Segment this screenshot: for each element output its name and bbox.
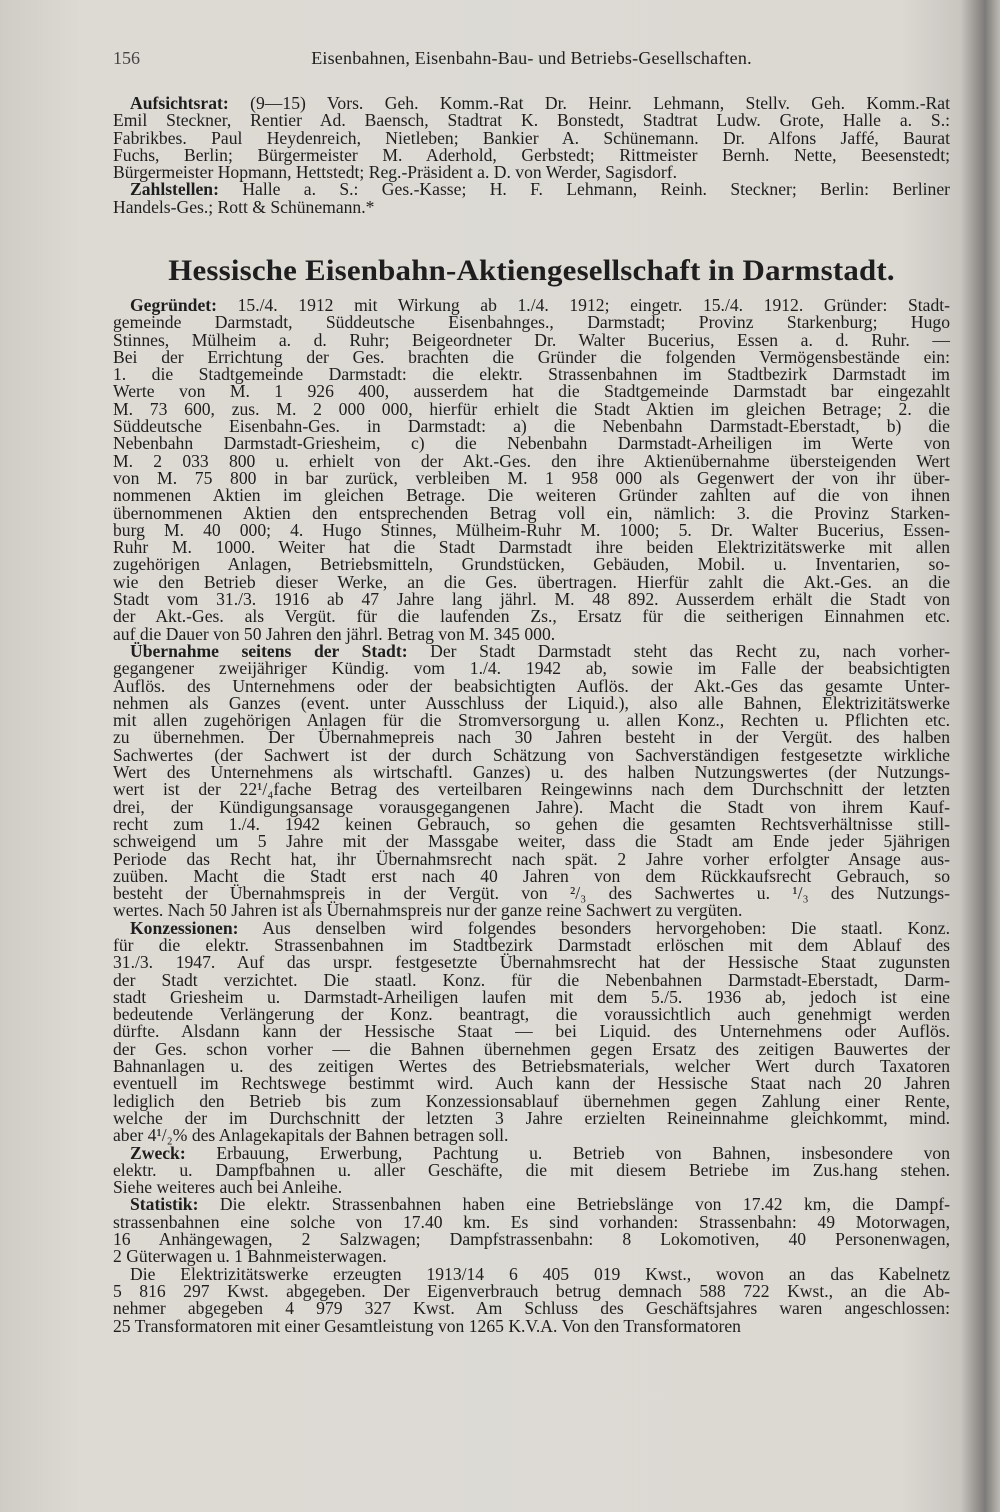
board-section: [113, 95, 950, 216]
line-text: für die elektr. Strassenbahnen im Stadtbezirk Darmstadt erlöschen mit dem Ablauf des: [113, 934, 950, 955]
paragraph-zahlstellen: [113, 181, 950, 216]
line-text: Der Stadt Darmstadt steht das Recht zu, nach vorher-: [407, 640, 950, 661]
line-text: recht zum 1./4. 1942 keinen Gebrauch, so gehen die gesamten Rechtsverhältnisse still-: [113, 813, 950, 834]
line-text: gegangener zweijähriger Kündig. vom 1./4. 1942 ab, sowie im Falle der beabsichtigten: [113, 658, 950, 679]
line-text: Halle a. S.: Ges.-Kasse; H. F. Lehmann, Reinh. Steckner; Berlin: Berliner: [218, 179, 950, 200]
section-label: Konzessionen:: [130, 917, 239, 938]
line-text: lediglich den Betrieb bis zum Konzessionsablauf übernehmen gegen Zahlung einer Rente,: [113, 1090, 950, 1111]
line-text: Bahnanlagen u. des zeitigen Wertes des Betriebsmaterials, welcher Wert durch Taxatoren: [113, 1056, 950, 1077]
paragraph-konzessionen: [113, 917, 950, 1146]
line-text: Süddeutsche Eisenbahn-Ges. in Darmstadt: a) die Nebenbahn Darmstadt-Eberstadt, b) die: [113, 416, 950, 437]
company-body: [113, 297, 950, 1335]
line-text: Sachwertes (der Sachwert ist der durch Schätzung von Sachverständigen festgesetzte wirkliche: [113, 744, 950, 765]
line-text: M. 2 033 800 u. erhielt von der Akt.-Ges. den ihre Aktienübernahme übersteigenden Wert: [113, 450, 950, 471]
line-text: Handels-Ges.; Rott & Schünemann.*: [113, 196, 375, 217]
line-text: eventuell im Rechtswege bestimmt wird. Auch kann der Hessische Staat nach 20 Jahren: [113, 1073, 950, 1094]
line-text: nehmen als Ganzes (event. unter Ausschluss der Liquid.), also alle Bahnen, Elektrizitätswerke: [113, 692, 950, 713]
paragraph-uebernahme: [113, 640, 950, 921]
line-text: von M. 75 800 in bar zurück, verbleiben M. 1 958 000 als Gegenwert der von ihr über-: [113, 467, 950, 488]
line-text: Bürgermeister Hopmann, Hettstedt; Reg.-Präsident a. D. von Werder, Sagisdorf.: [113, 162, 678, 183]
line-text: wert ist der 22¹/₄fache Betrag des verteilbaren Reingewinns nach dem Durchschnitt der letzten: [113, 779, 950, 800]
header-title: Eisenbahnen, Eisenbahn-Bau- und Betriebs-Gesellschaften.: [311, 48, 752, 68]
line-text: der Stadt verzichtet. Die staatl. Konz. für die Nebenbahnen Darmstadt-Eberstadt, Darm-: [113, 969, 950, 990]
section-label: Gegründet:: [130, 295, 217, 315]
line-text: 5 816 297 Kwst. abgegeben. Der Eigenverbrauch betrug demnach 588 722 Kwst., an die Ab-: [113, 1280, 950, 1301]
line-text: 2 Güterwagen u. 1 Bahnmeisterwagen.: [113, 1246, 387, 1267]
line-text: burg M. 40 000; 4. Hugo Stinnes, Mülheim-Ruhr M. 1000; 5. Dr. Walter Bucerius, Essen-: [113, 519, 950, 540]
line-text: der Ges. schon vorher — die Bahnen übernehmen gegen Ersatz des zeitigen Bauwertes der: [113, 1038, 950, 1059]
line-text: 16 Anhängewagen, 2 Salzwagen; Dampfstrassenbahn: 8 Lokomotiven, 40 Personenwagen,: [113, 1229, 950, 1250]
line-text: 15./4. 1912 mit Wirkung ab 1./4. 1912; eingetr. 15./4. 1912. Gründer: Stadt-: [216, 295, 950, 315]
line-text: zugehörigen Anlagen, Betriebsmitteln, Grundstücken, Gebäuden, Mobil. u. Inventarien, so-: [113, 554, 950, 575]
running-header: [113, 48, 950, 72]
line-text: 31./3. 1947. Auf das urspr. festgesetzte Übernahmsrecht hat der Hessische Staat zugunsten: [113, 952, 950, 973]
line-text: nommenen Aktien im gleichen Betrage. Die weiteren Gründer zahlten auf die von ihnen: [113, 485, 950, 506]
line-text: Fabrikbes. Paul Heydenreich, Nietleben; Bankier A. Schünemann. Dr. Alfons Jaffé, Baurat: [113, 127, 950, 148]
line-text: besteht der Übernahmspreis in der Vergüt. von ²/₃ des Sachwertes u. ¹/₃ des Nutzungs-: [113, 883, 950, 904]
line-text: bedeutende Verlängerung der Konz. beantragt, die voraussichtlich auch genehmigt werden: [113, 1004, 950, 1025]
company-title: Hessische Eisenbahn-Aktiengesellschaft in Darmstadt.: [168, 254, 895, 287]
line-text: Siehe weiteres auch bei Anleihe.: [113, 1177, 343, 1198]
line-text: zuüben. Macht die Stadt erst nach 40 Jahren von dem Rückkaufsrecht Gebrauch, so: [113, 865, 950, 886]
line-text: Aus denselben wird folgendes besonders hervorgehoben: Die staatl. Konz.: [238, 917, 950, 938]
line-text: mit allen zugehörigen Anlagen für die Stromversorgung u. allen Konz., Rechten u. Pflichten etc.: [113, 710, 950, 731]
line-text: 1. die Stadtgemeinde Darmstadt: die elektr. Strassenbahnen im Stadtbezirk Darmstadt im: [113, 364, 950, 385]
line-text: der Akt.-Ges. als Vergüt. für die laufenden Zs., Ersatz für die seitherigen Einnahmen etc.: [113, 606, 950, 627]
line-text: Bei der Errichtung der Ges. brachten die Gründer die folgenden Vermögensbestände ein:: [113, 346, 950, 367]
line-text: Wert des Unternehmens als wirtschaftl. Ganzes) u. des halben Nutzungswertes (der Nutzungs-: [113, 762, 950, 783]
line-text: Emil Steckner, Rentier Ad. Baensch, Stadtrat K. Bonstedt, Stadtrat Ludw. Grote, Halle a. S.:: [113, 110, 950, 131]
line-text: Ruhr M. 1000. Weiter hat die Stadt Darmstadt ihre beiden Elektrizitätswerke mit allen: [113, 537, 950, 558]
line-text: wie den Betrieb dieser Werke, an die Ges. übertragen. Hierfür zahlt die Akt.-Ges. an die: [113, 571, 950, 592]
paragraph-statistik: [113, 1196, 950, 1265]
line-text: wertes. Nach 50 Jahren ist als Übernahmspreis nur der ganze reine Sachwert zu vergüten.: [113, 900, 743, 921]
text-line: [113, 1315, 950, 1336]
line-text: Nebenbahn Darmstadt-Griesheim, c) die Nebenbahn Darmstadt-Arheiligen im Werte von: [113, 433, 950, 454]
line-text: Stinnes, Mülheim a. d. Ruhr; Beigeordneter Dr. Walter Bucerius, Essen a. d. Ruhr. —: [113, 329, 950, 350]
line-text: Werte von M. 1 926 400, ausserdem hat die Stadtgemeinde Darmstadt bar eingezahlt: [113, 381, 950, 402]
text-line: [113, 196, 950, 217]
line-text: strassenbahnen eine solche von 17.40 km. Es sind vorhanden: Strassenbahn: 49 Motorwagen,: [113, 1211, 950, 1232]
section-label: Aufsichtsrat:: [130, 93, 229, 113]
line-text: schweigend um 5 Jahre mit der Massgabe weiter, dass die Stadt am Ende jeder 5jährigen: [113, 831, 950, 852]
page-number: 156: [113, 48, 140, 68]
paragraph-elektrizitaetswerke: [113, 1263, 950, 1336]
line-text: Die Elektrizitätswerke erzeugten 1913/14 6 405 019 Kwst., wovon an das Kabelnetz: [130, 1263, 950, 1284]
line-text: 25 Transformatoren mit einer Gesamtleistung von 1265 K.V.A. Von den Transformatoren: [113, 1315, 741, 1336]
section-label: Zweck:: [130, 1142, 186, 1163]
line-text: Periode das Recht hat, ihr Übernahmsrecht nach spät. 2 Jahre vorher erfolgter Ansage aus-: [113, 848, 950, 869]
line-text: nehmer abgegeben 4 979 327 Kwst. Am Schluss des Geschäftsjahres waren angeschlossen:: [113, 1298, 950, 1319]
line-text: drei, der Kündigungsansage vorausgegangenen Jahre). Macht die Stadt von ihrem Kauf-: [113, 796, 950, 817]
line-text: Auflös. des Unternehmens oder der beabsichtigten Auflös. der Akt.-Ges das gesamte Unter-: [113, 675, 950, 696]
line-text: Fuchs, Berlin; Bürgermeister M. Aderhold, Gerbstedt; Rittmeister Bernh. Nette, Beesenstedt;: [113, 144, 950, 165]
line-text: M. 73 600, zus. M. 2 000 000, hierfür erhielt die Stadt Aktien im gleichen Betrage; 2. die: [113, 398, 950, 419]
line-text: welche der im Durchschnitt der letzten 3 Jahre erzielten Reineinnahme gleichkommt, mind.: [113, 1107, 950, 1128]
line-text: übernommenen Aktien den entsprechenden Betrag voll ein, nämlich: 3. die Provinz Starken-: [113, 502, 950, 523]
section-label: Statistik:: [130, 1194, 199, 1215]
line-text: Die elektr. Strassenbahnen haben eine Betriebslänge von 17.42 km, die Dampf-: [198, 1194, 950, 1215]
line-text: zu übernehmen. Der Übernahmepreis nach 30 Jahren besteht in der Vergüt. des halben: [113, 727, 950, 748]
line-text: aber 4¹/₂% des Anlagekapitals der Bahnen betragen soll.: [113, 1125, 509, 1146]
line-text: Stadt vom 31./3. 1916 ab 47 Jahre lang jährl. M. 48 892. Ausserdem erhält die Stadt von: [113, 589, 950, 610]
section-label: Übernahme seitens der Stadt:: [130, 640, 408, 661]
line-text: stadt Griesheim u. Darmstadt-Arheiligen laufen mit dem 5./5. 1936 ab, jedoch ist eine: [113, 986, 950, 1007]
line-text: (9—15) Vors. Geh. Komm.-Rat Dr. Heinr. Lehmann, Stellv. Geh. Komm.-Rat: [228, 93, 950, 113]
paragraph-zweck: [113, 1142, 950, 1198]
line-text: auf die Dauer von 50 Jahren den jährl. Betrag von M. 345 000.: [113, 623, 556, 644]
paragraph-gegruendet: [113, 297, 950, 643]
line-text: gemeinde Darmstadt, Süddeutsche Eisenbahnges., Darmstadt; Provinz Starkenburg; Hugo: [113, 312, 950, 333]
section-label: Zahlstellen:: [130, 179, 219, 200]
paragraph-aufsichtsrat: [113, 95, 950, 181]
line-text: elektr. u. Dampfbahnen u. aller Geschäfte, die mit diesem Betriebe im Zus.hang stehen.: [113, 1159, 950, 1180]
line-text: Erbauung, Erwerbung, Pachtung u. Betrieb von Bahnen, insbesondere von: [185, 1142, 950, 1163]
line-text: dürfte. Alsdann kann der Hessische Staat — bei Liquid. des Unternehmens oder Auflös.: [113, 1021, 950, 1042]
